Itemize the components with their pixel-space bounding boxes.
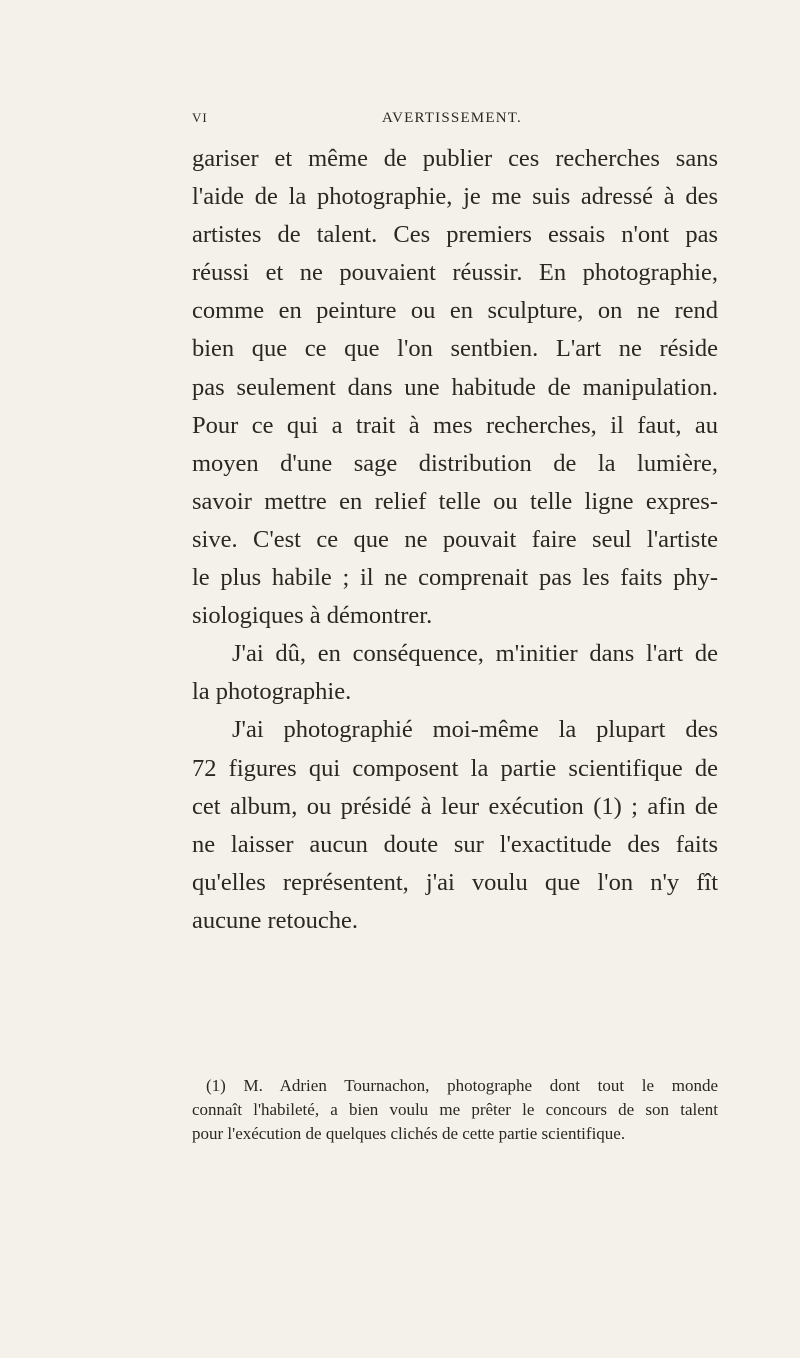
footnote-line: pour l'exécution de quelques clichés de cette partie scientifique. bbox=[192, 1124, 626, 1143]
text-line: la photographie. bbox=[192, 678, 352, 706]
text-line: siologiques à démontrer. bbox=[192, 602, 433, 630]
text-line: J'ai photographié moi-même la plupart des bbox=[232, 716, 718, 744]
text-line: sive. C'est ce que ne pouvait faire seul l'artiste bbox=[192, 525, 718, 553]
text-line: Pour ce qui a trait à mes recherches, il faut, au bbox=[192, 411, 718, 439]
text-line: réussi et ne pouvaient réussir. En photographie, bbox=[192, 259, 718, 287]
text-line: bien que ce que l'on sentbien. L'art ne réside bbox=[192, 335, 718, 363]
text-line: comme en peinture ou en sculpture, on ne rend bbox=[192, 297, 718, 325]
text-line: gariser et même de publier ces recherches sans bbox=[192, 145, 718, 172]
text-line: ne laisser aucun doute sur l'exactitude des faits bbox=[192, 830, 718, 858]
text-line: aucune retouche. bbox=[192, 906, 358, 934]
text-line: J'ai dû, en conséquence, m'initier dans l'art de bbox=[232, 640, 718, 668]
page-header bbox=[192, 110, 712, 132]
footnote-line: connaît l'habileté, a bien voulu me prêter le concours de son talent bbox=[192, 1100, 718, 1119]
text-line: pas seulement dans une habitude de manipulation. bbox=[192, 373, 718, 401]
text-line: le plus habile ; il ne comprenait pas les faits phy- bbox=[192, 564, 718, 592]
body-text bbox=[192, 140, 718, 940]
text-line: qu'elles représentent, j'ai voulu que l'on n'y fît bbox=[192, 868, 718, 896]
text-line: 72 figures qui composent la partie scientifique de bbox=[192, 754, 718, 782]
text-line: artistes de talent. Ces premiers essais n'ont pas bbox=[192, 221, 718, 249]
text-line: savoir mettre en relief telle ou telle ligne expres- bbox=[192, 487, 718, 515]
text-line: l'aide de la photographie, je me suis adressé à des bbox=[192, 183, 718, 211]
footnote-line: (1) M. Adrien Tournachon, photographe dont tout le monde bbox=[206, 1076, 718, 1095]
page-number: VI bbox=[192, 110, 208, 125]
footnote bbox=[192, 1074, 718, 1146]
text-line: cet album, ou présidé à leur exécution (1) ; afin de bbox=[192, 792, 718, 820]
text-line: moyen d'une sage distribution de la lumière, bbox=[192, 449, 718, 477]
running-title: AVERTISSEMENT. bbox=[382, 110, 522, 126]
